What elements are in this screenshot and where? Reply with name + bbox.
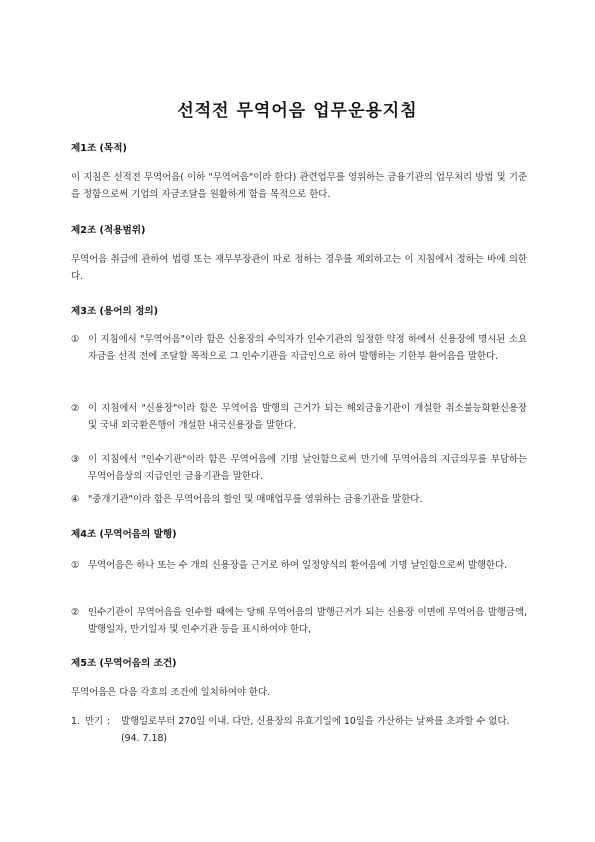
item-text: 무역어음은 하나 또는 수 개의 신용장을 근거로 하여 일정양식의 환어음에 기명 날인함으로써 발행한다.	[88, 560, 508, 571]
item-number: ②	[71, 403, 80, 414]
article-5-heading: 제5조 (무역어음의 조건)	[71, 658, 177, 669]
article-3-item-2	[71, 400, 527, 434]
article-2-text: 무역어음 취급에 관하여 법령 또는 재무부장관이 따로 정하는 경우를 제외하고는 이 지침에서 정하는 바에 의한다.	[71, 254, 527, 282]
article-5-list-item-1	[71, 713, 531, 747]
article-4-item-2	[71, 604, 527, 638]
item-text: 이 지침에서 "신용장"이라 함은 무역어음 발행의 근거가 되는 해외금융기관이 개설한 취소불능화환신용장 및 국내 외국환은행이 개설한 내국신용장을 말한다.	[88, 403, 527, 431]
list-number: 1.	[71, 716, 80, 727]
item-text: "중개기관"이라 함은 무역어음의 할인 및 매매업무를 영위하는 금융기관을 말한다.	[88, 494, 423, 505]
list-term: 만기	[85, 716, 104, 727]
item-number: ②	[71, 607, 80, 618]
page-title: 선적전 무역어음 업무운용지침	[177, 101, 418, 121]
item-number: ①	[71, 560, 80, 571]
item-number: ④	[71, 494, 80, 505]
item-text: 이 지침에서 "인수기관"이라 함은 무역어음에 기명 날인함으로써 만기에 무역어음의 지급의무를 부담하는 무역어음상의 지급인인 금융기관을 말한다.	[88, 454, 527, 482]
article-3-heading: 제3조 (용어의 정의)	[71, 306, 158, 317]
item-number: ①	[71, 334, 80, 345]
article-1-heading: 제1조 (목적)	[71, 143, 127, 154]
article-4-heading: 제4조 (무역어음의 발행)	[71, 529, 177, 540]
article-4-item-1	[71, 557, 527, 574]
article-3-item-3	[71, 451, 527, 485]
article-2-heading: 제2조 (적용범위)	[71, 225, 146, 236]
article-3-item-1	[71, 331, 527, 365]
article-5-text: 무역어음은 다음 각호의 조건에 일치하여야 한다.	[71, 687, 271, 698]
item-text: 이 지침에서 "무역어음"이라 함은 신용장의 수익자가 인수기관의 일정한 약정 하에서 신용장에 명시된 소요자금을 선적 전에 조달할 목적으로 그 인수기관을 지급인으로 하여 발행하는 기한부 환어음을 말한다.	[88, 334, 527, 362]
article-1-text: 이 지침은 선적전 무역어음( 이하 "무역어음"이라 한다) 관련업무를 영위하는 금융기관의 업무처리 방법 및 기준을 정함으로써 기업의 자금조달을 원활하게 함을 목적으로 한다.	[71, 172, 527, 200]
item-text: 인수기관이 무역어음을 인수할 때에는 당해 무역어음의 발행근거가 되는 신용장 이면에 무역어음 발행금액, 발행일자, 만기일자 및 인수기관 등을 표시하여야 한다,	[88, 607, 527, 635]
item-number: ③	[71, 454, 80, 465]
list-colon: :	[107, 716, 111, 727]
article-3-item-4	[71, 491, 527, 508]
list-text: 발행일로부터 270일 이내. 다만, 신용장의 유효기일에 10일을 가산하는 날짜를 초과할 수 없다. (94. 7.18)	[121, 716, 510, 744]
